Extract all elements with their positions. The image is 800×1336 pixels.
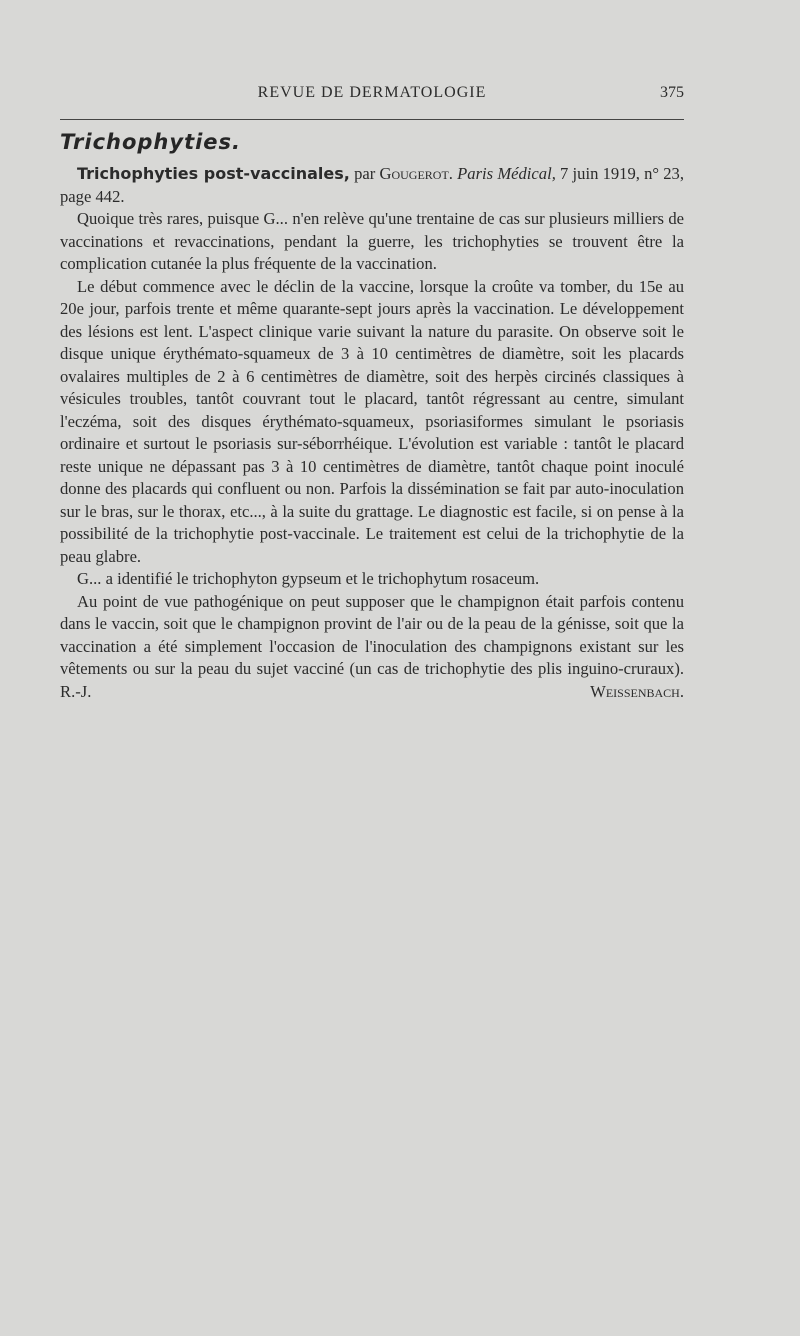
signature: R.-J. Weissenbach.: [60, 681, 684, 701]
section-title: Trichophyties.: [60, 130, 242, 154]
page-number: 375: [660, 84, 684, 101]
by-word: par: [349, 164, 380, 183]
journal-name: Paris Médical,: [452, 164, 556, 183]
paragraph-4: [60, 591, 684, 704]
article-citation: [60, 163, 684, 208]
journal-header-title: REVUE DE DERMATOLOGIE: [257, 84, 487, 101]
article-body: [60, 163, 684, 703]
running-header: [60, 84, 684, 106]
paragraph-1: Quoique très rares, puisque G... n'en relève qu'une trentaine de cas sur plusieurs milliers de vaccinations et revaccinations, pendant la guerre, les trichophyties se trouvent être la complication cutanée la plus fréquente de la vaccination.: [60, 209, 684, 273]
citation-details: 7 juin 1919, n° 23, page 442.: [60, 164, 684, 206]
paragraph-2: Le début commence avec le déclin de la vaccine, lorsque la croûte va tomber, du 15e au 20e jour, parfois trente et même quarante-sept jours après la vaccination. Le développement des lésions est lent. L'aspect clinique varie suivant la nature du parasite. On observe soit le disque unique érythémato-squameux de 3 à 10 centimètres de diamètre, soit les placards ovalaires multiples de 2 à 6 centimètres de diamètre, soit des herpès circinés classiques à vésicules troubles, tantôt couvrant tout le placard, tantôt régressant au centre, simulant l'eczéma, soit des disques érythémato-squameux, psoriasiformes simulant le psoriasis ordinaire et surtout le psoriasis sur-séborrhéique. L'évolution est variable : tantôt le placard reste unique ne dépassant pas 3 à 10 centimètres de diamètre, tantôt chaque point inoculé donne des placards qui confluent ou non. Parfois la dissémination se fait par auto-inoculation sur le bras, sur le thorax, etc..., à la suite du grattage. Le diagnostic est facile, si on pense à la possibilité de la trichophytie post-vaccinale. Le traitement est celui de la trichophytie de la peau glabre.: [60, 276, 684, 566]
article-title: Trichophyties post-vaccinales,: [77, 164, 350, 183]
header-rule: [60, 119, 684, 120]
paragraph-4-text: Au point de vue pathogénique on peut supposer que le champignon était parfois contenu dans le vaccin, soit que le champignon provint de l'air ou de la peau de la génisse, soit que la vaccination a été simplement l'occasion de l'inoculation des champignons existant sur les vêtements ou sur la peau du sujet vacciné (un cas de trichophytie des plis inguino-cruraux).: [60, 591, 684, 678]
paragraph-3: G... a identifié le trichophyton gypseum et le trichophytum rosaceum.: [77, 569, 540, 588]
article-author: Gougerot.: [379, 164, 453, 183]
